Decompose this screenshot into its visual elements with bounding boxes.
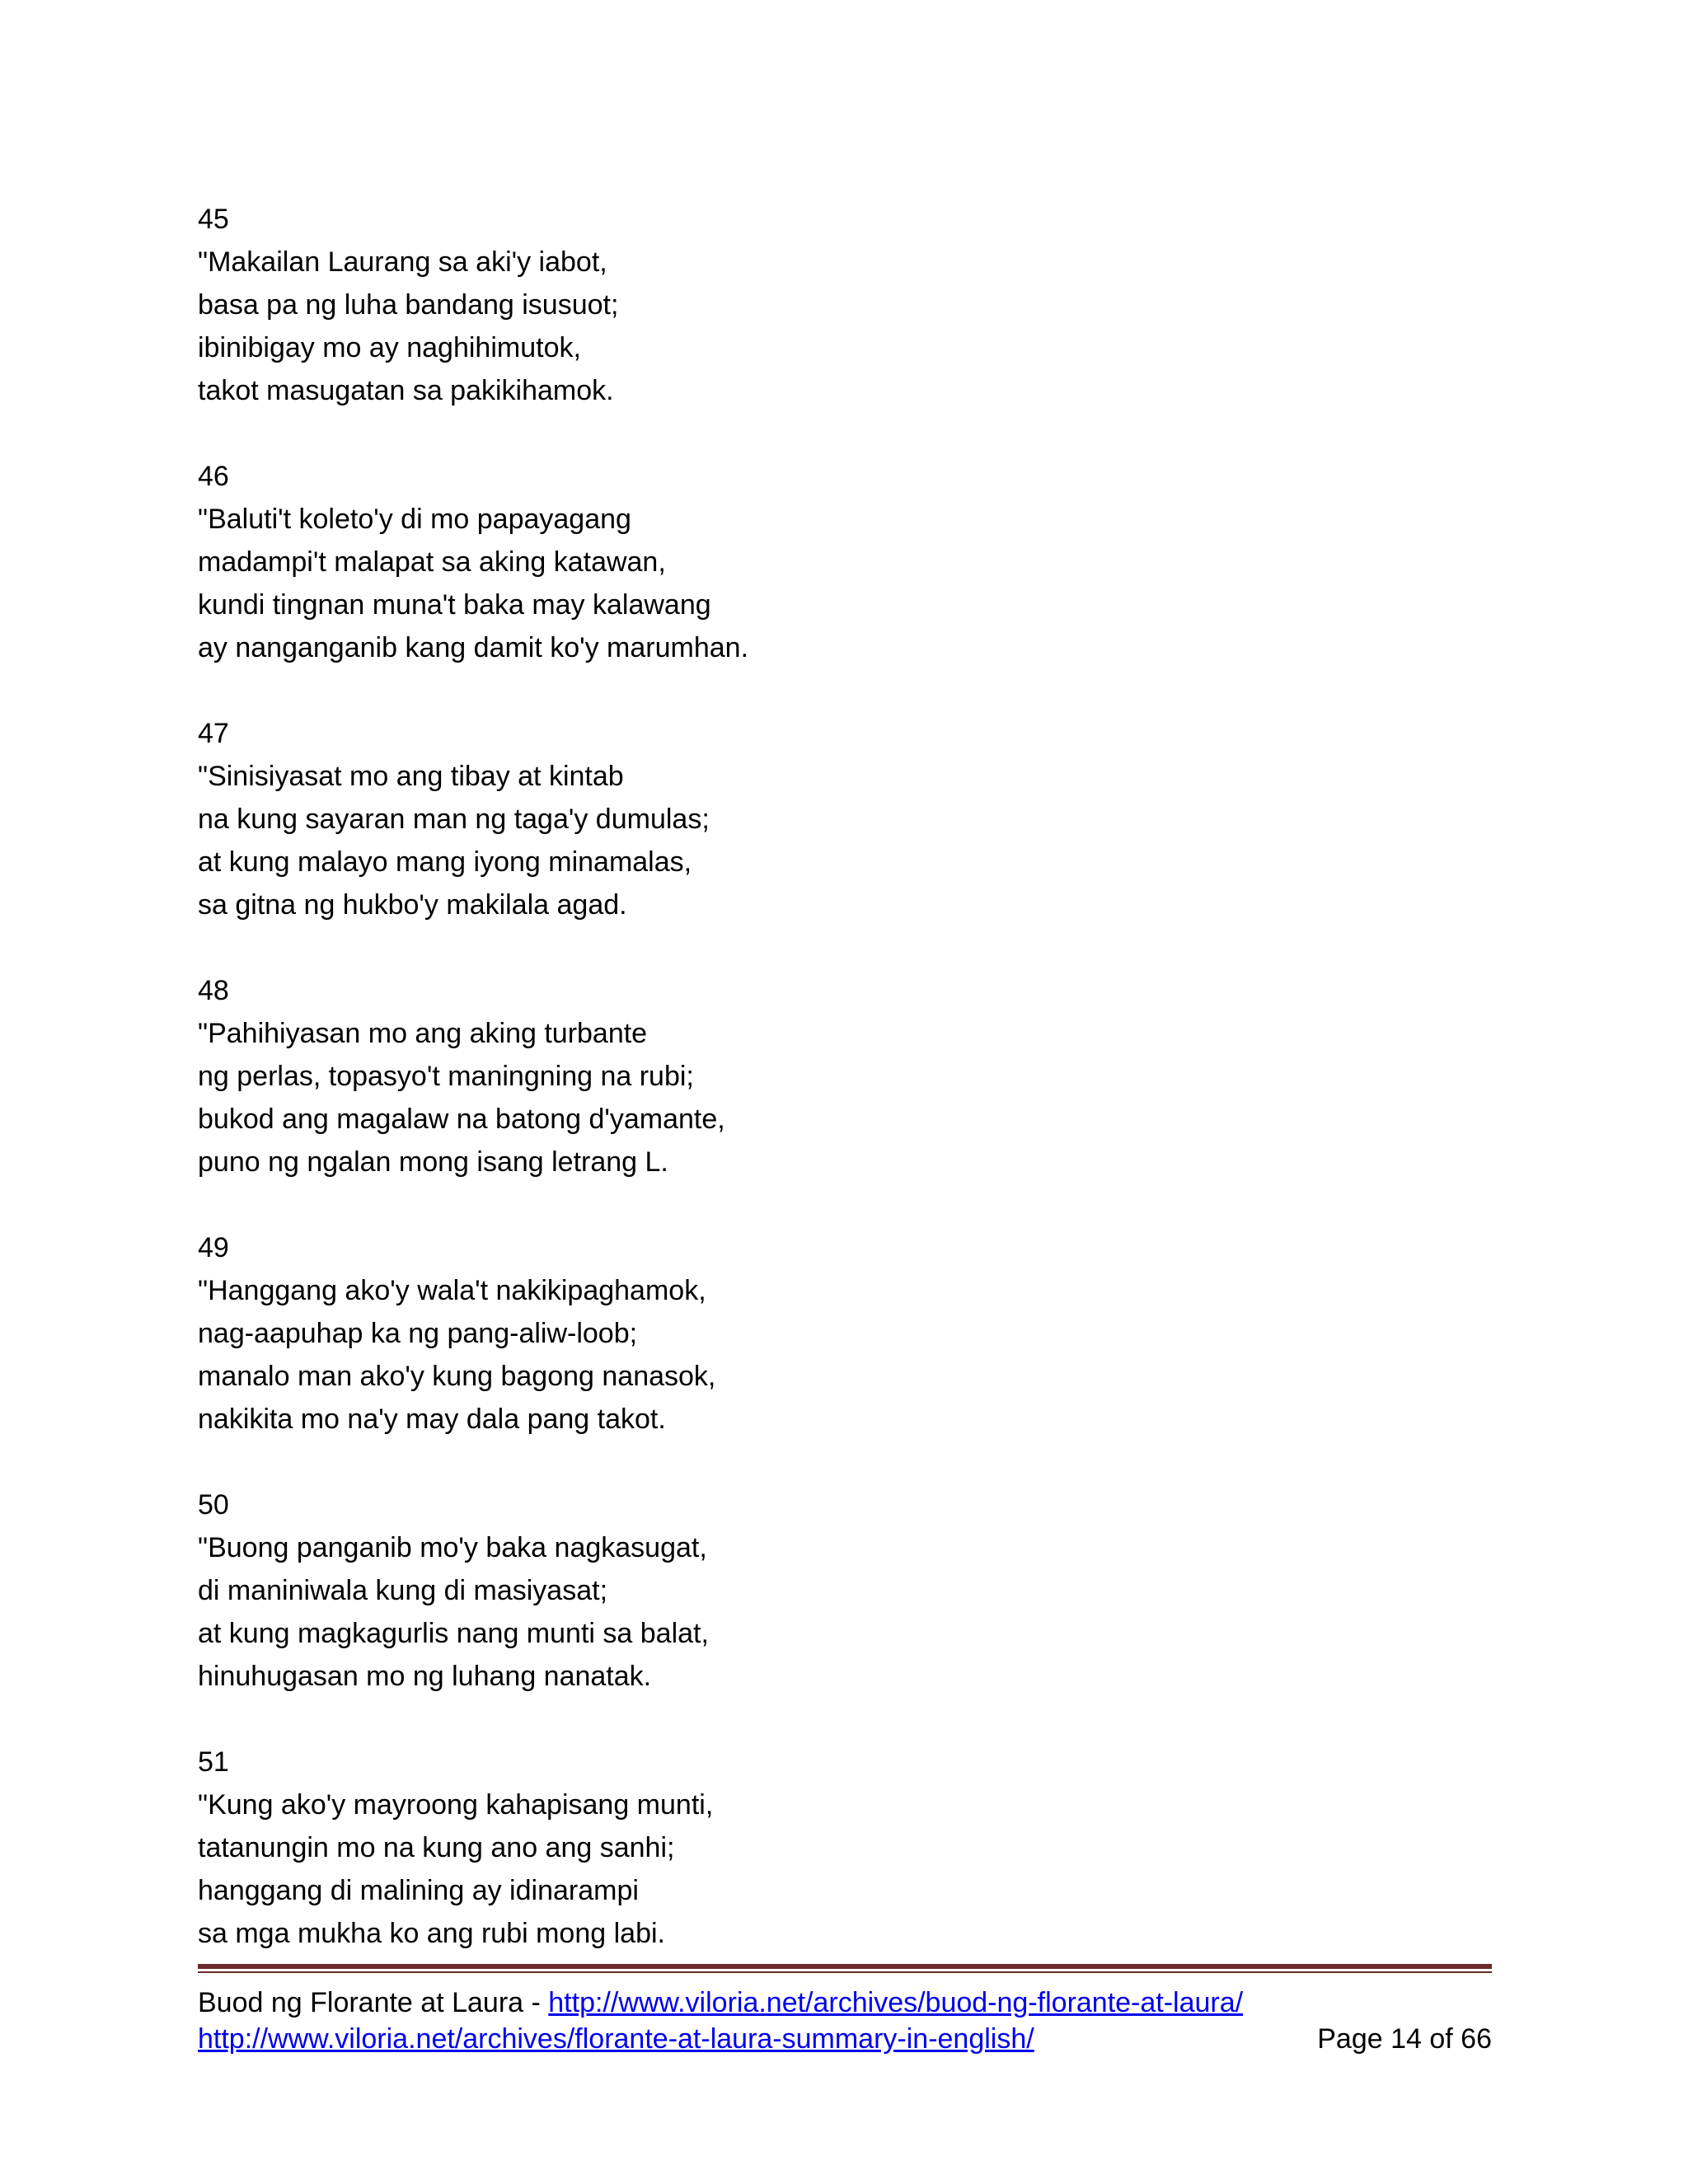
verse-line: madampi't malapat sa aking katawan, bbox=[198, 546, 666, 578]
footer-lines bbox=[198, 1985, 1492, 2057]
poem-content bbox=[198, 198, 1517, 1998]
stanza-number: 46 bbox=[198, 461, 229, 492]
verse-line: "Buong panganib mo'y baka nagkasugat, bbox=[198, 1532, 707, 1563]
footer-link-english[interactable]: http://www.viloria.net/archives/florante-at-laura-summary-in-english/ bbox=[198, 2023, 1034, 2055]
footer-link-tagalog[interactable]: http://www.viloria.net/archives/buod-ng-florante-at-laura/ bbox=[548, 1987, 1244, 2018]
verse-line: nakikita mo na'y may dala pang takot. bbox=[198, 1404, 666, 1435]
stanza-48 bbox=[198, 969, 1517, 1183]
stanza-number: 51 bbox=[198, 1746, 229, 1778]
stanza-number: 45 bbox=[198, 204, 229, 235]
verse-line: sa mga mukha ko ang rubi mong labi. bbox=[198, 1918, 665, 1949]
stanza-number: 50 bbox=[198, 1489, 229, 1521]
stanza-47 bbox=[198, 712, 1517, 926]
stanza-number: 48 bbox=[198, 975, 229, 1006]
verse-line: bukod ang magalaw na batong d'yamante, bbox=[198, 1104, 725, 1135]
verse-line: at kung malayo mang iyong minamalas, bbox=[198, 846, 692, 878]
verse-line: kundi tingnan muna't baka may kalawang bbox=[198, 589, 711, 621]
verse-line: basa pa ng luha bandang isusuot; bbox=[198, 289, 619, 321]
verse-line: at kung magkagurlis nang munti sa balat, bbox=[198, 1618, 709, 1649]
footer-row-2 bbox=[198, 2021, 1492, 2057]
verse-line: nag-aapuhap ka ng pang-aliw-loob; bbox=[198, 1318, 638, 1349]
verse-line: takot masugatan sa pakikihamok. bbox=[198, 375, 614, 406]
verse-line: "Kung ako'y mayroong kahapisang munti, bbox=[198, 1789, 714, 1821]
verse-line: ng perlas, topasyo't maningning na rubi; bbox=[198, 1061, 694, 1092]
verse-line: na kung sayaran man ng taga'y dumulas; bbox=[198, 804, 710, 835]
footer-rule-thick bbox=[198, 1964, 1492, 1969]
page-footer bbox=[198, 1964, 1492, 2057]
stanza-46 bbox=[198, 455, 1517, 669]
footer-row-1 bbox=[198, 1985, 1492, 2021]
verse-line: "Baluti't koleto'y di mo papayagang bbox=[198, 504, 631, 535]
verse-line: di maniniwala kung di masiyasat; bbox=[198, 1575, 608, 1606]
page-number: Page 14 of 66 bbox=[1317, 2023, 1492, 2055]
verse-line: "Makailan Laurang sa aki'y iabot, bbox=[198, 246, 607, 278]
verse-line: sa gitna ng hukbo'y makilala agad. bbox=[198, 889, 627, 921]
verse-line: "Hanggang ako'y wala't nakikipaghamok, bbox=[198, 1275, 706, 1306]
stanza-45 bbox=[198, 198, 1517, 412]
verse-line: hanggang di malining ay idinarampi bbox=[198, 1875, 639, 1906]
stanza-number: 49 bbox=[198, 1232, 229, 1263]
verse-line: ibinibigay mo ay naghihimutok, bbox=[198, 332, 581, 363]
stanza-50 bbox=[198, 1483, 1517, 1698]
stanza-51 bbox=[198, 1741, 1517, 1955]
verse-line: ay nanganganib kang damit ko'y marumhan. bbox=[198, 632, 749, 663]
footer-title: Buod ng Florante at Laura - bbox=[198, 1987, 549, 2018]
footer-title-line bbox=[198, 1985, 1243, 2021]
verse-line: manalo man ako'y kung bagong nanasok, bbox=[198, 1361, 716, 1392]
stanza-49 bbox=[198, 1226, 1517, 1441]
verse-line: "Sinisiyasat mo ang tibay at kintab bbox=[198, 761, 624, 792]
stanza-number: 47 bbox=[198, 718, 229, 749]
verse-line: hinuhugasan mo ng luhang nanatak. bbox=[198, 1661, 652, 1692]
verse-line: "Pahihiyasan mo ang aking turbante bbox=[198, 1018, 648, 1049]
footer-rule-thin bbox=[198, 1971, 1492, 1973]
verse-line: tatanungin mo na kung ano ang sanhi; bbox=[198, 1832, 675, 1863]
verse-line: puno ng ngalan mong isang letrang L. bbox=[198, 1146, 668, 1178]
